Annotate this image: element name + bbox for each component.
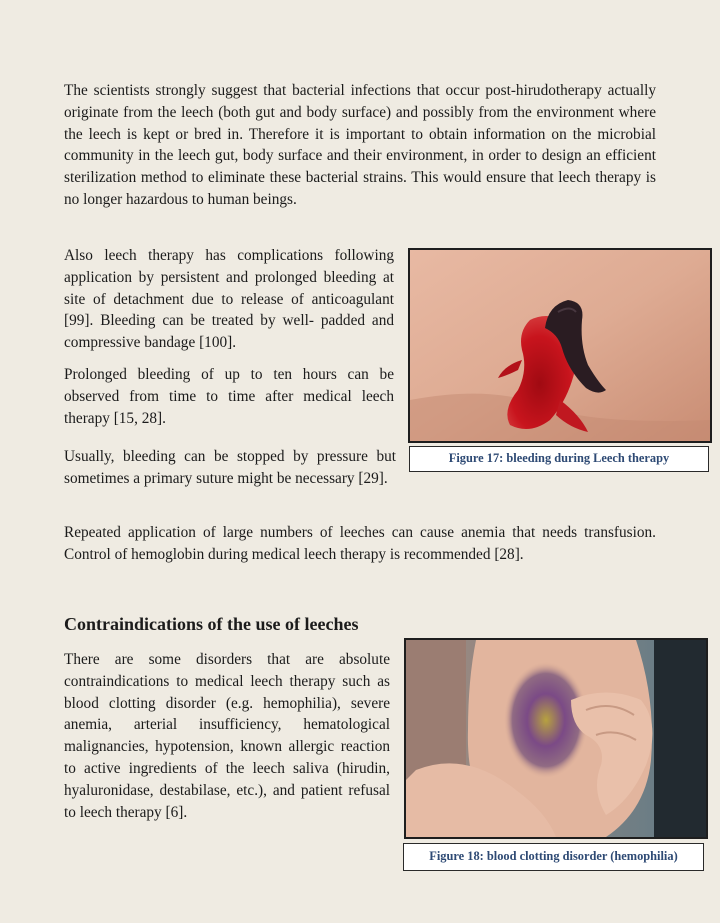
paragraph-bleeding-complications: Also leech therapy has complications following application by persistent and prolonged bleeding at site of detachment due to release of anticoagulant [99]. Bleeding can be treated by well- padded and compressive bandage [100].	[64, 247, 394, 352]
paragraph-anemia: Repeated application of large numbers of leeches can cause anemia that needs transfusion. Control of hemoglobin during medical leech therapy is recommended [28].	[64, 524, 656, 563]
paragraph-contraindications: There are some disorders that are absolute contraindications to medical leech therapy such as blood clotting disorder (e.g. hemophilia), severe anemia, arterial insufficiency, hematological malignancies, hypotension, known allergic reaction to active ingredients of the leech saliva (hirudin, hyaluronidase, destabilase, etc.), and patient refusal to leech therapy [6].	[64, 651, 390, 821]
figure-17-caption: Figure 17: bleeding during Leech therapy	[409, 446, 709, 472]
leech-bleeding-photo	[408, 248, 712, 443]
paragraph-infection-origin: The scientists strongly suggest that bacterial infections that occur post-hirudotherapy actually originate from the leech (both gut and body surface) and possibly from the environment where the leech is kept or bred in. Therefore it is important to obtain information on the microbial community in the leech gut, body surface and their environment, in order to design an efficient sterilization method to eliminate these bacterial strains. This would ensure that leech therapy is no longer hazardous to human beings.	[64, 82, 656, 208]
paragraph-prolonged-bleeding: Prolonged bleeding of up to ten hours can be observed from time to time after medical leech therapy [15, 28].	[64, 366, 394, 427]
paragraph-stopping-bleeding: Usually, bleeding can be stopped by pressure but sometimes a primary suture might be necessary [29].	[64, 448, 396, 487]
bruised-knee-photo	[404, 638, 708, 839]
figure-18-caption: Figure 18: blood clotting disorder (hemophilia)	[403, 843, 704, 871]
section-heading: Contraindications of the use of leeches	[64, 614, 359, 634]
